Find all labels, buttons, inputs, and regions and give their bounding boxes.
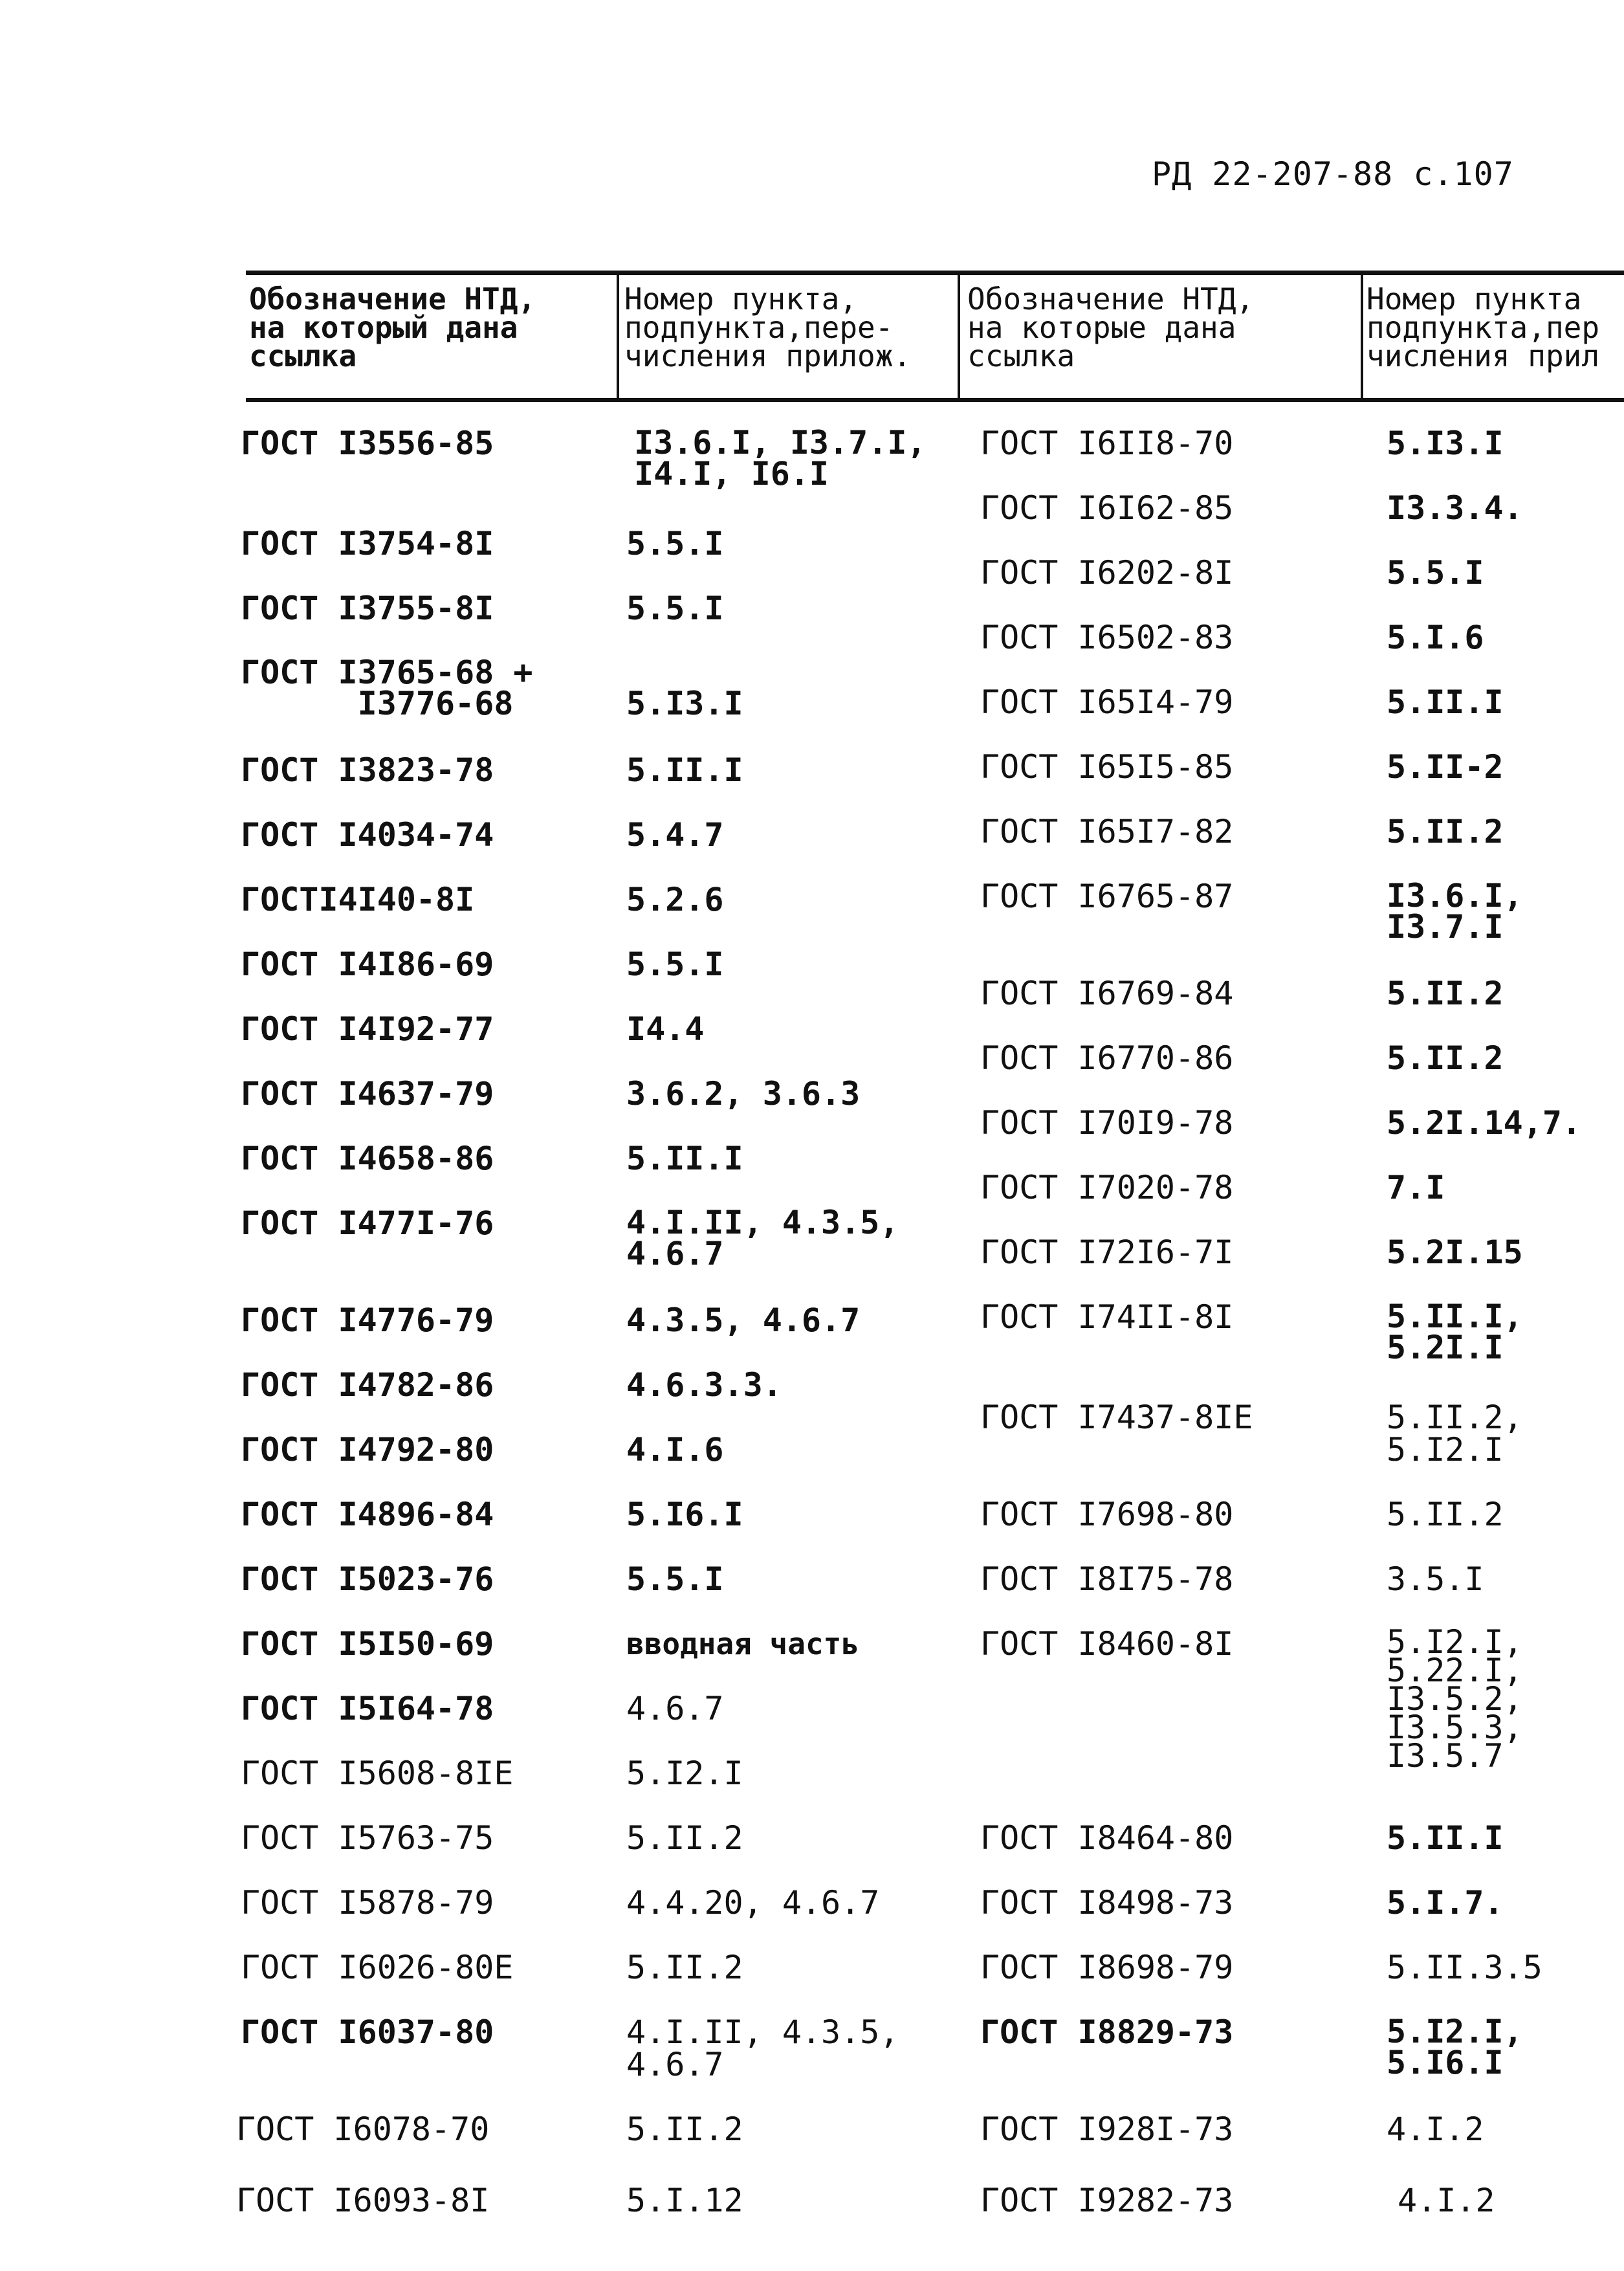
table-row-gost: ГОСТ I3754-8I xyxy=(241,525,494,562)
page-reference: РД 22-207-88 с.107 xyxy=(1152,155,1514,193)
table-row-gost: ГОСТ I477I-76 xyxy=(241,1204,494,1242)
table-row-gost: ГОСТ I5023-76 xyxy=(241,1560,494,1598)
column-header-clause: Номер пункта, подпункта,пере- числения прилож. xyxy=(624,282,912,373)
table-row-gost: ГОСТ I72I6-7I xyxy=(980,1234,1234,1271)
table-row-gost: ГОСТ I8464-80 xyxy=(980,1819,1234,1857)
table-row-gost: ГОСТ I3823-78 xyxy=(241,751,494,789)
table-row-clause: 5.II.I xyxy=(1387,1819,1504,1857)
table-row-gost: ГОСТ I4792-80 xyxy=(241,1431,494,1468)
table-row-clause: I4.4 xyxy=(626,1010,705,1048)
table-row-gost: ГОСТ I5I64-78 xyxy=(241,1690,494,1727)
table-row-gost: ГОСТ I4658-86 xyxy=(241,1140,494,1177)
table-row-gost: ГОСТ I6078-70 xyxy=(236,2110,490,2148)
table-row-gost: ГОСТ I7020-78 xyxy=(980,1169,1234,1206)
table-row-gost: ГОСТ I4637-79 xyxy=(241,1075,494,1113)
table-row-gost: ГОСТ I6502-83 xyxy=(980,619,1234,656)
table-row-gost: ГОСТ I7437-8IE xyxy=(980,1399,1253,1436)
table-row-clause: 4.4.20, 4.6.7 xyxy=(626,1884,880,1922)
table-row-clause: 5.I6.I xyxy=(626,1496,743,1533)
table-row-clause: 5.I3.I xyxy=(626,685,743,722)
table-row-clause: 4.6.3.3. xyxy=(626,1366,782,1404)
table-row-clause: 5.I3.I xyxy=(1387,425,1504,462)
table-row-gost: ГОСТ I3755-8I xyxy=(241,590,494,627)
table-row-clause: 5.2.6 xyxy=(626,881,724,918)
table-row-clause: 5.II.2, 5.I2.I xyxy=(1387,1399,1523,1468)
table-row-gost: ГОСТ I928I-73 xyxy=(980,2110,1234,2148)
table-row-clause: 5.I.12 xyxy=(626,2182,743,2219)
table-row-gost: ГОСТ I6769-84 xyxy=(980,975,1234,1012)
table-row-gost: ГОСТI4I40-8I xyxy=(241,881,475,918)
table-row-gost: ГОСТ I5878-79 xyxy=(241,1884,494,1922)
table-row-clause: 5.I2.I, 5.22.I, I3.5.2, I3.5.3, I3.5.7 xyxy=(1387,1623,1523,1775)
table-row-clause: 5.II.2 xyxy=(1387,813,1504,850)
table-row-clause: 5.II.2 xyxy=(626,1949,743,1986)
table-row-gost: ГОСТ I3765-68 + I3776-68 xyxy=(241,654,533,722)
table-row-clause: 4.3.5, 4.6.7 xyxy=(626,1302,861,1339)
table-row-clause: 5.II.2 xyxy=(626,1819,743,1857)
table-row-clause: 3.6.2, 3.6.3 xyxy=(626,1075,861,1113)
table-top-rule xyxy=(246,271,1624,275)
table-row-gost: ГОСТ I4776-79 xyxy=(241,1302,494,1339)
table-row-gost: ГОСТ I65I5-85 xyxy=(980,748,1234,786)
column-header-designation: Обозначение НТД, на которые дана ссылка xyxy=(967,282,1255,373)
table-row-gost: ГОСТ I8460-8I xyxy=(980,1625,1234,1663)
table-row-clause: 5.II.I xyxy=(1387,683,1504,721)
table-row-clause: I3.3.4. xyxy=(1387,489,1523,527)
table-row-clause: вводная часть xyxy=(626,1626,860,1661)
table-row-clause: 5.4.7 xyxy=(626,816,724,854)
table-row-clause: 5.5.I xyxy=(626,1560,724,1598)
table-row-clause: 7.I xyxy=(1387,1169,1445,1206)
table-row-clause: 4.I.II, 4.3.5, 4.6.7 xyxy=(626,1204,899,1272)
table-row-clause: 5.II.2 xyxy=(626,2110,743,2148)
table-row-clause: 5.II.3.5 xyxy=(1387,1949,1542,1986)
table-row-gost: ГОСТ I5608-8IE xyxy=(241,1755,514,1792)
table-row-clause: 5.II.2 xyxy=(1387,1496,1504,1533)
table-row-gost: ГОСТ I65I4-79 xyxy=(980,683,1234,721)
table-row-gost: ГОСТ I8829-73 xyxy=(980,2013,1234,2051)
table-row-clause: 5.II.I xyxy=(626,751,743,789)
table-row-clause: 5.II.I, 5.2I.I xyxy=(1387,1298,1523,1366)
table-row-clause: I3.6.I, I3.7.I, I4.I, I6.I xyxy=(634,424,927,493)
table-row-clause: I3.6.I, I3.7.I xyxy=(1387,877,1523,946)
table-row-clause: 4.I.2 xyxy=(1398,2182,1495,2219)
table-row-gost: ГОСТ I5763-75 xyxy=(241,1819,494,1857)
table-row-clause: 5.I2.I, 5.I6.I xyxy=(1387,2013,1523,2081)
table-row-clause: 5.I.7. xyxy=(1387,1884,1504,1922)
table-row-clause: 4.6.7 xyxy=(626,1690,724,1727)
table-row-gost: ГОСТ I6037-80 xyxy=(241,2013,494,2051)
column-header-designation: Обозначение НТД, на который дана ссылка xyxy=(249,282,536,373)
table-row-gost: ГОСТ I4782-86 xyxy=(241,1366,494,1404)
table-row-gost: ГОСТ I6765-87 xyxy=(980,878,1234,915)
table-row-gost: ГОСТ I3556-85 xyxy=(241,425,494,462)
table-row-gost: ГОСТ I65I7-82 xyxy=(980,813,1234,850)
table-row-clause: 4.I.6 xyxy=(626,1431,724,1468)
column-header-clause: Номер пункта подпункта,пер числения прил xyxy=(1366,282,1600,373)
table-row-clause: 5.I2.I xyxy=(626,1755,743,1792)
table-row-clause: 5.2I.14,7. xyxy=(1387,1104,1582,1142)
table-row-clause: 5.5.I xyxy=(626,590,724,627)
table-row-gost: ГОСТ I5I50-69 xyxy=(241,1625,494,1663)
table-row-gost: ГОСТ I4896-84 xyxy=(241,1496,494,1533)
table-row-gost: ГОСТ I6202-8I xyxy=(980,554,1234,592)
column-divider xyxy=(617,273,619,400)
table-row-gost: ГОСТ I8I75-78 xyxy=(980,1560,1234,1598)
table-row-clause: 4.I.2 xyxy=(1387,2110,1484,2148)
table-row-gost: ГОСТ I4I86-69 xyxy=(241,946,494,983)
table-row-gost: ГОСТ I6093-8I xyxy=(236,2182,490,2219)
table-row-gost: ГОСТ I8698-79 xyxy=(980,1949,1234,1986)
column-divider xyxy=(1361,273,1363,400)
table-row-clause: 5.2I.15 xyxy=(1387,1234,1523,1271)
table-row-gost: ГОСТ I6770-86 xyxy=(980,1039,1234,1077)
table-row-gost: ГОСТ I8498-73 xyxy=(980,1884,1234,1922)
table-row-gost: ГОСТ I6026-80E xyxy=(241,1949,514,1986)
table-row-clause: 5.II.2 xyxy=(1387,1039,1504,1077)
table-row-clause: 5.5.I xyxy=(626,946,724,983)
table-row-gost: ГОСТ I4034-74 xyxy=(241,816,494,854)
table-row-clause: 3.5.I xyxy=(1387,1560,1484,1598)
table-row-gost: ГОСТ I74II-8I xyxy=(980,1298,1234,1336)
table-row-clause: 5.II-2 xyxy=(1387,748,1504,786)
table-row-clause: 5.5.I xyxy=(1387,554,1484,592)
table-row-clause: 5.II.I xyxy=(626,1140,743,1177)
table-row-gost: ГОСТ I9282-73 xyxy=(980,2182,1234,2219)
table-row-clause: 5.I.6 xyxy=(1387,619,1484,656)
table-row-gost: ГОСТ I6II8-70 xyxy=(980,425,1234,462)
table-row-gost: ГОСТ I4I92-77 xyxy=(241,1010,494,1048)
table-row-clause: 5.5.I xyxy=(626,525,724,562)
column-divider xyxy=(958,273,960,400)
table-row-clause: 4.I.II, 4.3.5, 4.6.7 xyxy=(626,2013,899,2083)
table-row-clause: 5.II.2 xyxy=(1387,975,1504,1012)
table-header-rule xyxy=(246,398,1624,402)
table-row-gost: ГОСТ I70I9-78 xyxy=(980,1104,1234,1142)
table-row-gost: ГОСТ I6I62-85 xyxy=(980,489,1234,527)
table-row-gost: ГОСТ I7698-80 xyxy=(980,1496,1234,1533)
